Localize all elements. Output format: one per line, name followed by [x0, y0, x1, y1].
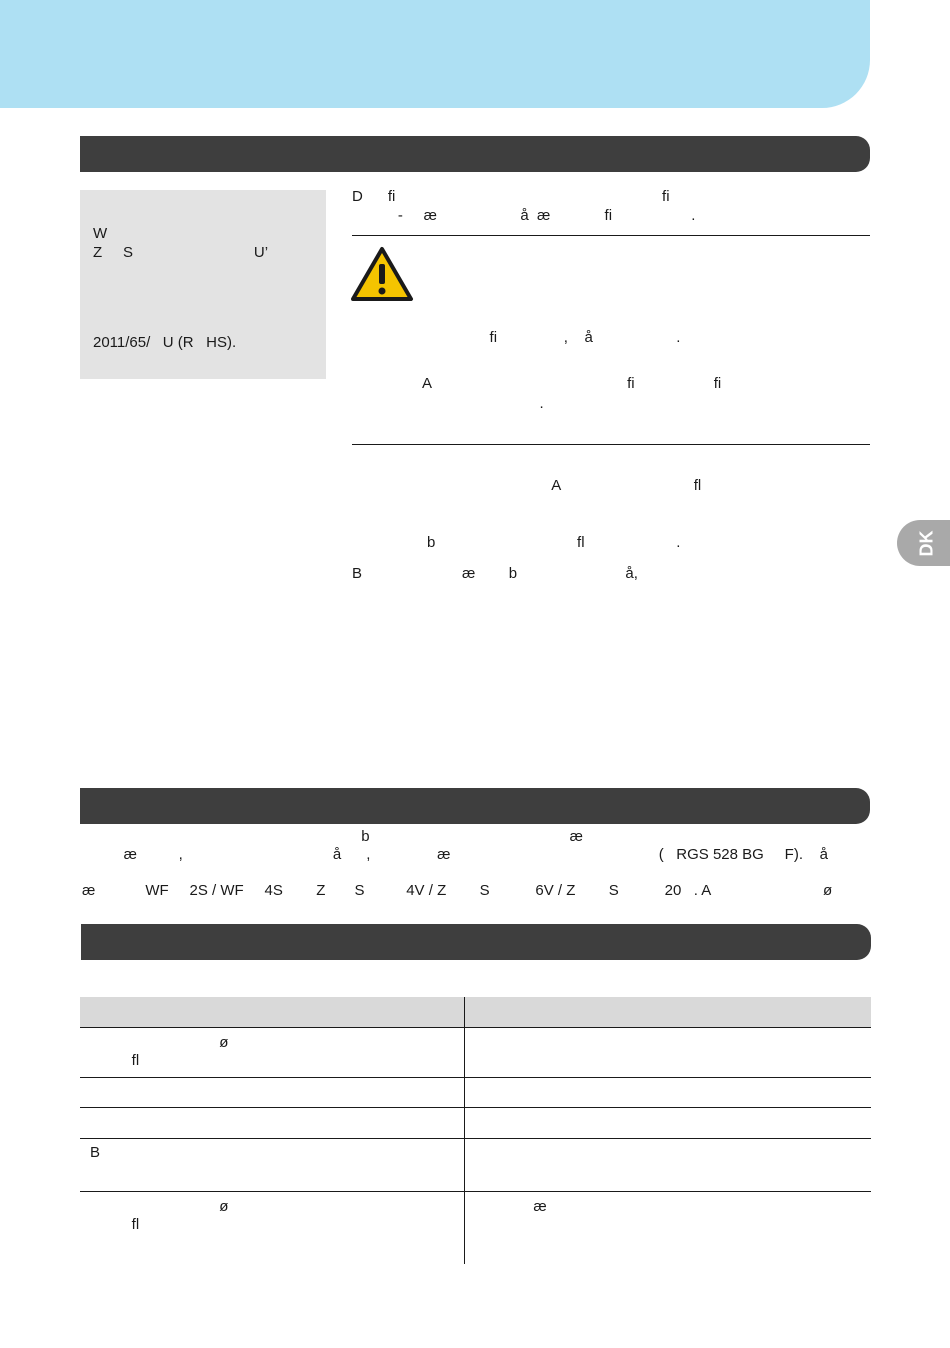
language-tab [897, 520, 950, 566]
section2-line-2: æ , å , æ ( RGS 528 BG F). å [82, 846, 829, 863]
language-tab-label: DK [916, 530, 936, 556]
table-row-5-cause: ø fl [131, 1198, 229, 1233]
table-row-1-cause: ø fl [131, 1034, 229, 1069]
intro-line-1: D fi fi [352, 188, 670, 205]
table-divider [80, 1138, 871, 1139]
sidebar-line-3: 2011/65/ U (R HS). [93, 334, 237, 351]
section-bar-1 [80, 136, 870, 172]
sidebar-line-1: W [93, 225, 108, 242]
warning-bottom-rule [352, 444, 870, 445]
table-column-divider [464, 997, 465, 1264]
warning-icon [350, 246, 414, 302]
table-row-4-cause: B [90, 1144, 101, 1161]
note-line-2: b fl . [352, 534, 681, 551]
table-divider [80, 1077, 871, 1078]
table-divider [80, 1191, 871, 1192]
note-line-1: A fl [352, 477, 702, 494]
troubleshooting-table [80, 997, 871, 1264]
section-bar-3 [81, 924, 871, 960]
table-divider [80, 1107, 871, 1108]
sidebar-line-2: Z S U’ [93, 244, 269, 261]
warning-line-3: . [352, 395, 544, 412]
warning-line-1: fi , å . [352, 329, 681, 346]
note-line-3: B æ b å, [352, 565, 638, 582]
warning-line-2: A fi fi [352, 375, 722, 392]
header-band [0, 0, 870, 108]
section2-line-3: æ WF 2S / WF 4S Z S 4V / Z S 6V / Z S 20 . A ø [82, 882, 833, 899]
table-divider [80, 1027, 871, 1028]
section-bar-2 [80, 788, 870, 824]
section2-line-1: b æ [82, 828, 583, 845]
warning-top-rule [352, 235, 870, 236]
table-row-5-remedy: æ [475, 1198, 547, 1215]
table-header-row [80, 997, 871, 1027]
intro-line-2: - æ å æ fi . [352, 207, 696, 224]
